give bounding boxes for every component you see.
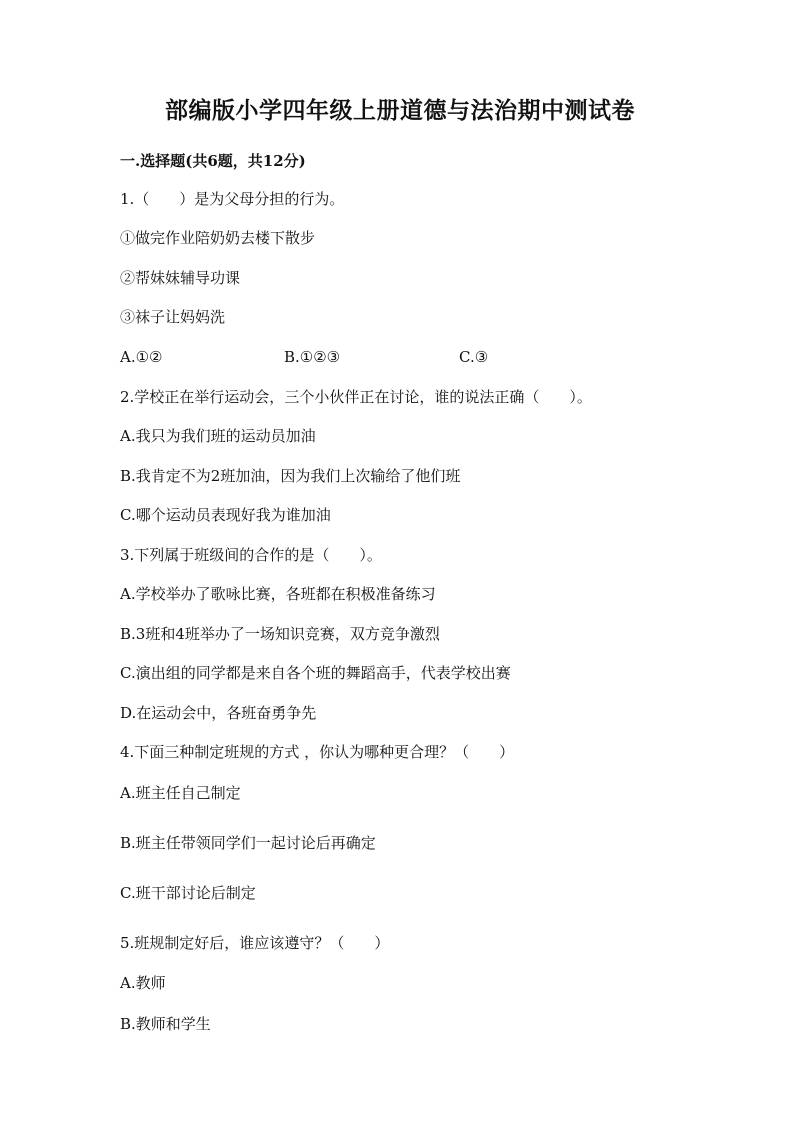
question-1-option-a: A.①②	[120, 348, 163, 366]
question-1-option-c: C.③	[459, 348, 489, 366]
question-2-option-a: A.我只为我们班的运动员加油	[120, 427, 316, 445]
question-4-option-b: B.班主任带领同学们一起讨论后再确定	[120, 834, 376, 852]
question-3-option-b: B.3班和4班举办了一场知识竞赛，双方竞争激烈	[120, 625, 440, 643]
question-1-item-2: ②帮妹妹辅导功课	[120, 269, 241, 287]
question-5-option-b: B.教师和学生	[120, 1015, 211, 1033]
question-1-option-b: B.①②③	[284, 348, 341, 366]
question-2-option-b: B.我肯定不为2班加油，因为我们上次输给了他们班	[120, 467, 461, 485]
page-title: 部编版小学四年级上册道德与法治期中测试卷	[165, 97, 635, 124]
question-3-option-a: A.学校举办了歌咏比赛，各班都在积极准备练习	[120, 585, 436, 603]
question-2-option-c: C.哪个运动员表现好我为谁加油	[120, 506, 331, 524]
question-4-option-a: A.班主任自己制定	[120, 784, 241, 802]
question-3-stem: 3.下列属于班级间的合作的是（ ）。	[120, 546, 382, 564]
question-1-stem: 1.（ ）是为父母分担的行为。	[120, 190, 345, 208]
question-2-stem: 2.学校正在举行运动会，三个小伙伴正在讨论，谁的说法正确（ ）。	[120, 388, 592, 406]
question-1-options	[120, 347, 488, 367]
question-5-stem: 5.班规制定好后，谁应该遵守？（ ）	[120, 934, 390, 952]
question-4-option-c: C.班干部讨论后制定	[120, 884, 256, 902]
question-5-option-a: A.教师	[120, 974, 166, 992]
section-heading: 一.选择题(共6题，共12分)	[120, 152, 306, 170]
question-3-option-c: C.演出组的同学都是来自各个班的舞蹈高手，代表学校出赛	[120, 664, 511, 682]
question-1-item-1: ①做完作业陪奶奶去楼下散步	[120, 229, 316, 247]
question-1-item-3: ③袜子让妈妈洗	[120, 308, 226, 326]
question-4-stem: 4.下面三种制定班规的方式 ，你认为哪种更合理？（ ）	[120, 743, 515, 761]
question-3-option-d: D.在运动会中，各班奋勇争先	[120, 704, 317, 722]
